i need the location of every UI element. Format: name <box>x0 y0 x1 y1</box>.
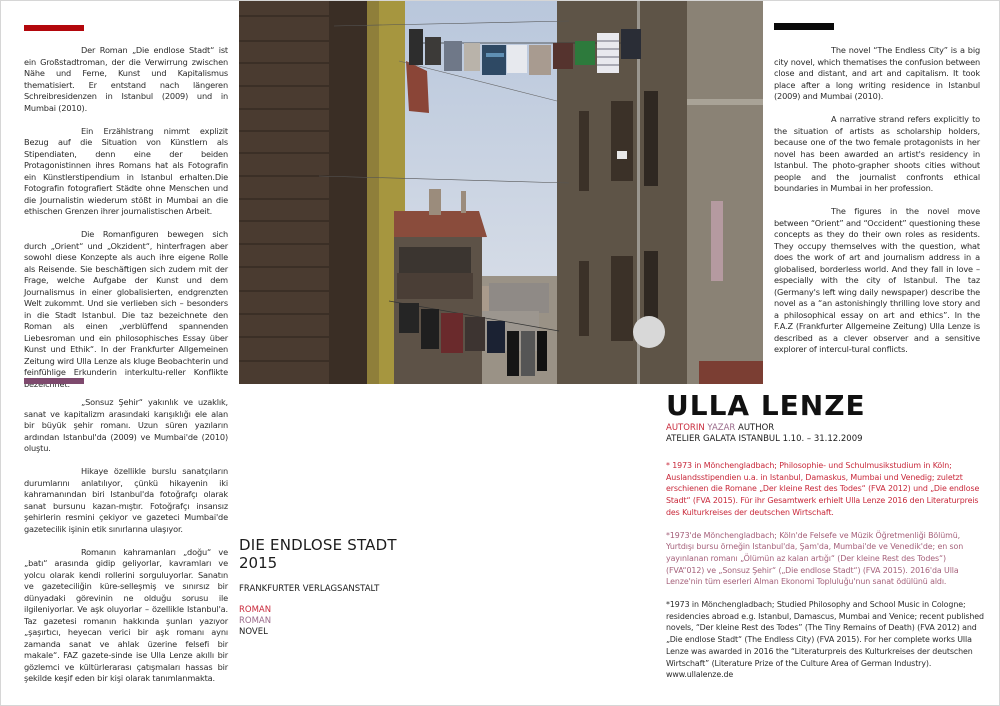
english-paragraph: The figures in the novel move between “Orient” and “Occident” questioning these concepts as they do their own roles as residents. They occupy themselves with the question, what does the work of art and journalism address in a globalised, borderless world. And they fall in love – especially with the city of Istanbul. The taz (Germany's left wing daily newspaper) describe the novel as a “an astonishingly thrilling love story and a philosophical essay on art and ethics”. In the F.A.Z (Frankfurter Allgemeine Zeitung) Ulla Lenze is described as a clever observer and a sensitive explorer of intercul-tural conflicts. <box>774 206 980 354</box>
turkish-paragraph: Romanın kahramanları „doğu“ ve „batı“ arasında gidip geliyorlar, kavramları ve yolcu olarak kendi rollerini sorguluyorlar. Sanatın ve gazeteciliğin küre-selleşmiş ve sınırsız bir dünyadaki görevinin ne olduğu sorusu ile ilgileniyorlar. Ve aşk oluyorlar – özellikle Istanbul'a. Taz gazetesi romanın hakkında şunları yazıyor „şaşırtıcı, heyecan verici bir aşk romanı aynı zamanda sanat ve ahlak üzerine felsefi bir makale“. FAZ gazete-sinde ise Ulla Lenze akıllı bir gözlemci ve kültürlerarası çatışmaları hassas bir şekilde keşif eden bir kişi olarak tanımlanmakta. <box>24 546 228 683</box>
author-name: ULLA LENZE <box>666 389 866 422</box>
turkish-paragraph: Hikaye özellikle burslu sanatçıların durumlarını anlatılıyor, çünkü hikayenin iki kahramanından biri Istanbul'da fotoğrafçı olarak sanat bursunu kazan-mıştır. Fotoğrafçı insansız şehirlerin resmini çekiyor ve gazeteci Mumbai'de gazetecilik işinin etik sınırlarına ulaşıyor. <box>24 466 228 534</box>
genre-german: ROMAN <box>239 605 272 615</box>
turkish-text-column <box>24 397 228 696</box>
role-turkish: YAZAR <box>707 423 736 433</box>
english-paragraph: A narrative strand refers explicitly to the situation of artists as scholarship holders, because one of the two female protagonists in her novel has been awarded an artist's residency in Istanbul. The photo-grapher shoots cities without people and the journalist confronts ethical boundaries in Mumbai in her profession. <box>774 114 980 193</box>
book-year: 2015 <box>239 554 278 572</box>
author-role <box>666 423 986 434</box>
role-german: AUTORIN <box>666 423 705 433</box>
book-title: DIE ENDLOSE STADT <box>239 536 397 554</box>
book-publisher: FRANKFURTER VERLAGSANSTALT <box>239 584 380 594</box>
english-section-bar <box>774 23 834 30</box>
german-text-column <box>24 45 228 402</box>
german-paragraph: Der Roman „Die endlose Stadt“ ist ein Großstadtroman, der die Verwirrung zwischen Nähe und Ferne, Kunst und Kapitalismus thematisiert. Er entstand nach längeren Schreibresidenzen in Istanbul (2009) und in Mumbai (2010). <box>24 45 228 113</box>
bio-turkish: *1973'de Mönchengladbach; Köln'de Felsefe ve Müzik Öğretmenliği Bölümü, Yurtdışı bursu örneğin Istanbul'da, Şam'da, Mumbai'de ve Venedik'de; en son yayınlanan romanı „Ölümün az kalan artığı“ (Der kleine Rest des Todes“) (FVA“012) ve „Sonsuz Şehir“ („Die endlose Stadt“) (FVA 2015). 2016'da Ulla Lenze'nin tüm eserleri Alman Ekonomi Topluluğu'nun sanat ödülünü aldı. <box>666 530 964 587</box>
author-bio <box>666 460 986 681</box>
book-genres <box>239 605 439 638</box>
istanbul-alley-photo <box>239 1 763 384</box>
genre-turkish: ROMAN <box>239 616 272 626</box>
book-info <box>239 536 439 638</box>
german-paragraph: Ein Erzählstrang nimmt explizit Bezug auf die Situation von Künstlern als Stipendiaten, denn eine der beiden Protagonistinnen ihres Romans hat als Fotografin ein Künstlerstipendium in Istanbul erhalten.Die Fotografin fotografiert Städte ohne Menschen und die Journalistin wiederum stößt in Mumbai an die ethischen Grenzen ihrer journalistischen Arbeit. <box>24 125 228 216</box>
english-text-column <box>774 45 980 367</box>
bio-german: * 1973 in Mönchengladbach; Philosophie- und Schulmusikstudium in Köln; Auslandsstipendien u.a. in Istanbul, Damaskus, Mumbai und Venedig; zuletzt erschienen die Romane „Der kleine Rest des Todes“ (FVA 2012) und „Die endlose Stadt“ (FVA 2015). Für ihr Gesamtwerk erhielt Ulla Lenze 2016 den Literaturpreis des Kulturkreises der deutschen Wirtschaft. <box>666 461 980 517</box>
role-english: AUTHOR <box>738 423 775 433</box>
turkish-section-bar <box>24 378 84 384</box>
author-info <box>666 391 986 692</box>
german-section-bar <box>24 25 84 31</box>
english-paragraph: The novel “The Endless City” is a big city novel, which thematises the confusion between close and distant, and art and capitalism. It took place after a long writing residence in Istanbul (2009) and Mumbai (2010). <box>774 45 980 101</box>
author-atelier: ATELIER GALATA ISTANBUL 1.10. – 31.12.2009 <box>666 434 863 444</box>
genre-english: NOVEL <box>239 627 268 637</box>
german-paragraph: Die Romanfiguren bewegen sich durch „Orient“ und „Okzident“, hinterfragen aber sowohl diese Konzepte als auch ihre eigene Rolle als Reisende. Sie beschäftigen sich zudem mit der Frage, welche Aufgabe der Kunst und dem Journalismus in einer globalisierten, endgrenzten Welt zukommt. Und sie verlieben sich – besonders in die Stadt Istanbul. Die taz bezeichnete den Roman als einen „verblüffend spannenden Liebesroman und ein philosophisches Essay über Kunst und Ethik“. In der Frankfurter Allgemeinen Zeitung wird Ulla Lenze als kluge Beobachterin und feinfühlige Erkunderin interkultu-reller Konflikte <box>24 229 228 377</box>
bio-english: *1973 in Mönchengladbach; Studied Philosophy and School Music in Cologne; residencies abroad e.g. Istanbul, Damascus, Mumbai and Venice; recent published novels, “Der kleine Rest des Todes” (The Tiny Remains of Death) (FVA 2012) and „Die endlose Stadt“ (The Endless City) (FVA 2015). For her complete works Ulla Lenze was awarded in 2016 the “Literaturpreis des Kulturkreises der deutschen Wirtschaft” (Literature Prize of the Culture Area of German Industry). www.ullalenze.de <box>666 600 984 680</box>
turkish-paragraph: „Sonsuz Şehir“ yakınlık ve uzaklık, sanat ve kapitalizm arasındaki karışıklığı ele alan bir büyük şehir romanı. Uzun süren yazıların ardından Istanbul'da (2009) ve Mumbai'de (2010) oluştu. <box>24 397 228 453</box>
